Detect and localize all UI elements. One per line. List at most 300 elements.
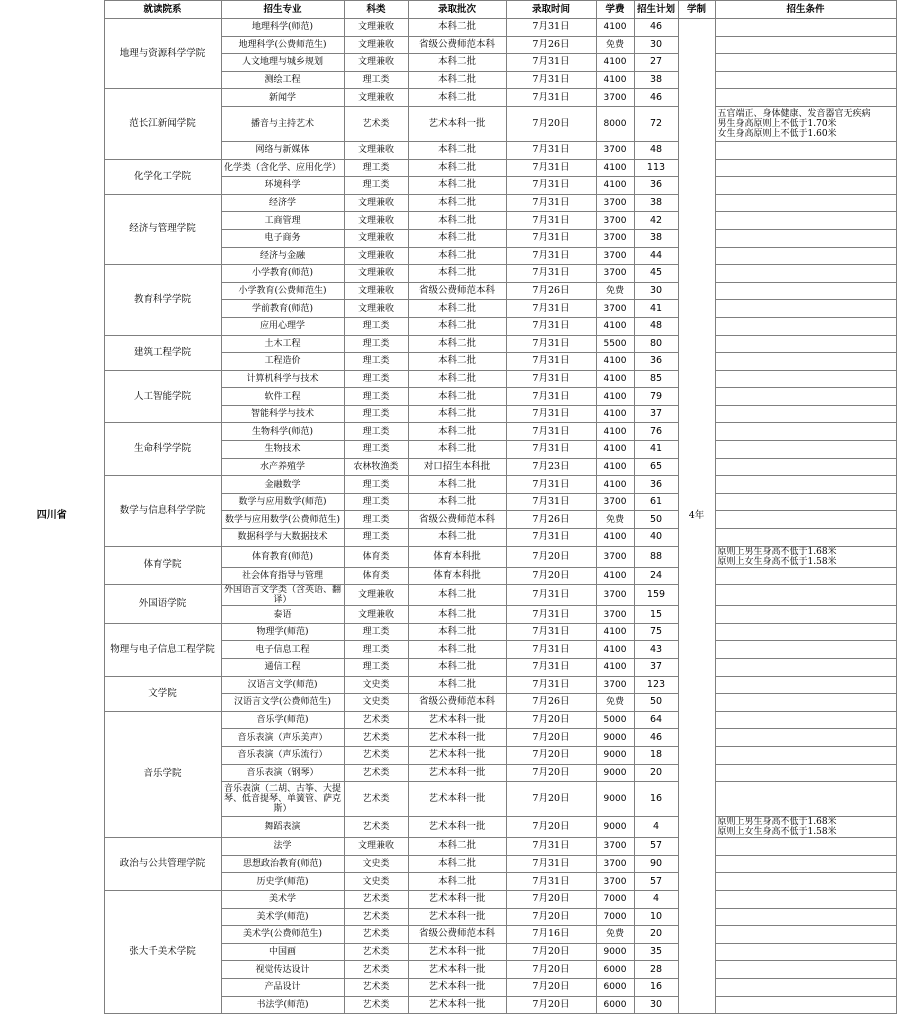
college-cell: 物理与电子信息工程学院 [104,623,221,676]
conditions-cell [715,177,896,195]
major-cell: 法学 [221,838,344,856]
batch-cell: 艺术本科一批 [408,764,506,782]
subject-cell: 理工类 [344,317,408,335]
college-cell: 数学与信息科学学院 [104,476,221,546]
date-cell: 7月31日 [506,441,596,459]
plan-cell: 123 [634,676,678,694]
conditions-cell [715,694,896,712]
plan-cell: 41 [634,300,678,318]
fee-cell: 3700 [596,855,634,873]
batch-cell: 本科二批 [408,229,506,247]
batch-cell: 艺术本科一批 [408,817,506,838]
table-row [0,838,896,856]
batch-cell: 本科二批 [408,659,506,677]
conditions-cell [715,388,896,406]
header-province [0,1,104,19]
conditions-cell [715,353,896,371]
plan-cell: 40 [634,529,678,547]
conditions-cell [715,423,896,441]
subject-cell: 文理兼收 [344,265,408,283]
batch-cell: 省级公费师范本科 [408,36,506,54]
conditions-cell [715,782,896,817]
date-cell: 7月31日 [506,606,596,624]
conditions-cell [715,317,896,335]
plan-cell: 37 [634,659,678,677]
batch-cell: 本科二批 [408,177,506,195]
plan-cell: 18 [634,746,678,764]
subject-cell: 文史类 [344,873,408,891]
major-cell: 产品设计 [221,978,344,996]
subject-cell: 艺术类 [344,746,408,764]
major-cell: 应用心理学 [221,317,344,335]
plan-cell: 38 [634,71,678,89]
plan-cell: 15 [634,606,678,624]
fee-cell: 3700 [596,265,634,283]
fee-cell: 3700 [596,194,634,212]
date-cell: 7月20日 [506,996,596,1014]
date-cell: 7月20日 [506,711,596,729]
fee-cell: 4100 [596,54,634,72]
college-cell: 政治与公共管理学院 [104,838,221,891]
plan-cell: 57 [634,873,678,891]
plan-cell: 90 [634,855,678,873]
subject-cell: 理工类 [344,370,408,388]
major-cell: 数学与应用数学(师范) [221,493,344,511]
batch-cell: 艺术本科一批 [408,711,506,729]
subject-cell: 理工类 [344,529,408,547]
subject-cell: 文理兼收 [344,838,408,856]
major-cell: 智能科学与技术 [221,405,344,423]
major-cell: 汉语言文学(师范) [221,676,344,694]
conditions-cell [715,746,896,764]
major-cell: 经济与金融 [221,247,344,265]
plan-cell: 4 [634,890,678,908]
batch-cell: 艺术本科一批 [408,729,506,747]
batch-cell: 省级公费师范本科 [408,926,506,944]
plan-cell: 85 [634,370,678,388]
plan-cell: 28 [634,961,678,979]
date-cell: 7月31日 [506,71,596,89]
batch-cell: 本科二批 [408,335,506,353]
batch-cell: 对口招生本科批 [408,458,506,476]
conditions-cell [715,476,896,494]
plan-cell: 20 [634,764,678,782]
plan-cell: 20 [634,926,678,944]
subject-cell: 文理兼收 [344,212,408,230]
date-cell: 7月26日 [506,282,596,300]
date-cell: 7月20日 [506,817,596,838]
subject-cell: 艺术类 [344,926,408,944]
subject-cell: 文理兼收 [344,36,408,54]
plan-cell: 38 [634,229,678,247]
subject-cell: 艺术类 [344,782,408,817]
plan-cell: 64 [634,711,678,729]
subject-cell: 理工类 [344,353,408,371]
date-cell: 7月20日 [506,106,596,141]
college-cell: 范长江新闻学院 [104,89,221,159]
major-cell: 网络与新媒体 [221,141,344,159]
plan-cell: 38 [634,194,678,212]
conditions-cell [715,370,896,388]
batch-cell: 艺术本科一批 [408,978,506,996]
plan-cell: 72 [634,106,678,141]
conditions-cell [715,961,896,979]
batch-cell: 艺术本科一批 [408,996,506,1014]
plan-cell: 30 [634,282,678,300]
fee-cell: 4100 [596,317,634,335]
conditions-cell [715,606,896,624]
batch-cell: 艺术本科一批 [408,890,506,908]
plan-cell: 46 [634,729,678,747]
major-cell: 地理科学(公费师范生) [221,36,344,54]
plan-cell: 48 [634,317,678,335]
plan-cell: 76 [634,423,678,441]
table-row [0,370,896,388]
table-row [0,890,896,908]
plan-cell: 16 [634,782,678,817]
conditions-cell [715,282,896,300]
major-cell: 工商管理 [221,212,344,230]
table-row [0,676,896,694]
major-cell: 视觉传达设计 [221,961,344,979]
fee-cell: 3700 [596,493,634,511]
conditions-cell [715,890,896,908]
conditions-cell [715,623,896,641]
subject-cell: 理工类 [344,659,408,677]
major-cell: 人文地理与城乡规划 [221,54,344,72]
subject-cell: 文理兼收 [344,54,408,72]
date-cell: 7月31日 [506,194,596,212]
header-date: 录取时间 [506,1,596,19]
batch-cell: 艺术本科一批 [408,106,506,141]
plan-cell: 16 [634,978,678,996]
fee-cell: 4100 [596,623,634,641]
fee-cell: 4100 [596,476,634,494]
subject-cell: 文理兼收 [344,194,408,212]
major-cell: 音乐学(师范) [221,711,344,729]
date-cell: 7月31日 [506,405,596,423]
date-cell: 7月31日 [506,229,596,247]
date-cell: 7月31日 [506,423,596,441]
table-row [0,423,896,441]
date-cell: 7月26日 [506,511,596,529]
date-cell: 7月31日 [506,353,596,371]
plan-cell: 36 [634,353,678,371]
conditions-cell [715,265,896,283]
date-cell: 7月20日 [506,943,596,961]
batch-cell: 本科二批 [408,265,506,283]
batch-cell: 本科二批 [408,606,506,624]
major-cell: 小学教育(师范) [221,265,344,283]
conditions-cell [715,54,896,72]
plan-cell: 36 [634,177,678,195]
batch-cell: 省级公费师范本科 [408,694,506,712]
plan-cell: 30 [634,996,678,1014]
date-cell: 7月31日 [506,19,596,37]
date-cell: 7月31日 [506,623,596,641]
fee-cell: 9000 [596,729,634,747]
date-cell: 7月20日 [506,746,596,764]
plan-cell: 159 [634,585,678,606]
plan-cell: 45 [634,265,678,283]
batch-cell: 本科二批 [408,141,506,159]
plan-cell: 10 [634,908,678,926]
major-cell: 舞蹈表演 [221,817,344,838]
conditions-cell [715,159,896,177]
batch-cell: 艺术本科一批 [408,943,506,961]
date-cell: 7月20日 [506,764,596,782]
fee-cell: 4100 [596,441,634,459]
subject-cell: 艺术类 [344,961,408,979]
plan-cell: 44 [634,247,678,265]
date-cell: 7月20日 [506,729,596,747]
conditions-cell [715,300,896,318]
fee-cell: 免费 [596,511,634,529]
conditions-cell [715,458,896,476]
date-cell: 7月23日 [506,458,596,476]
major-cell: 美术学 [221,890,344,908]
fee-cell: 9000 [596,817,634,838]
subject-cell: 艺术类 [344,978,408,996]
subject-cell: 文理兼收 [344,300,408,318]
plan-cell: 27 [634,54,678,72]
subject-cell: 理工类 [344,623,408,641]
conditions-cell [715,89,896,107]
fee-cell: 4100 [596,177,634,195]
subject-cell: 艺术类 [344,996,408,1014]
fee-cell: 3700 [596,212,634,230]
subject-cell: 文理兼收 [344,282,408,300]
major-cell: 音乐表演（声乐美声） [221,729,344,747]
conditions-cell [715,212,896,230]
college-cell: 人工智能学院 [104,370,221,423]
date-cell: 7月31日 [506,855,596,873]
major-cell: 数据科学与大数据技术 [221,529,344,547]
batch-cell: 本科二批 [408,89,506,107]
conditions-cell [715,855,896,873]
header-batch: 录取批次 [408,1,506,19]
date-cell: 7月31日 [506,659,596,677]
batch-cell: 本科二批 [408,71,506,89]
plan-cell: 35 [634,943,678,961]
batch-cell: 本科二批 [408,838,506,856]
major-cell: 电子商务 [221,229,344,247]
fee-cell: 4100 [596,529,634,547]
date-cell: 7月26日 [506,36,596,54]
major-cell: 新闻学 [221,89,344,107]
major-cell: 物理学(师范) [221,623,344,641]
batch-cell: 本科二批 [408,405,506,423]
header-conditions: 招生条件 [715,1,896,19]
batch-cell: 省级公费师范本科 [408,282,506,300]
conditions-cell [715,194,896,212]
subject-cell: 艺术类 [344,764,408,782]
fee-cell: 9000 [596,943,634,961]
batch-cell: 本科二批 [408,159,506,177]
subject-cell: 理工类 [344,388,408,406]
major-cell: 书法学(师范) [221,996,344,1014]
plan-cell: 50 [634,694,678,712]
fee-cell: 6000 [596,961,634,979]
batch-cell: 本科二批 [408,623,506,641]
major-cell: 测绘工程 [221,71,344,89]
major-cell: 音乐表演（声乐流行） [221,746,344,764]
date-cell: 7月31日 [506,54,596,72]
table-row [0,335,896,353]
college-cell: 教育科学学院 [104,265,221,335]
college-cell: 音乐学院 [104,711,221,837]
subject-cell: 艺术类 [344,943,408,961]
subject-cell: 艺术类 [344,729,408,747]
batch-cell: 本科二批 [408,212,506,230]
table-row [0,546,896,567]
batch-cell: 艺术本科一批 [408,908,506,926]
plan-cell: 37 [634,405,678,423]
subject-cell: 理工类 [344,476,408,494]
date-cell: 7月31日 [506,388,596,406]
header-subject: 科类 [344,1,408,19]
fee-cell: 3700 [596,141,634,159]
college-cell: 文学院 [104,676,221,711]
batch-cell: 艺术本科一批 [408,782,506,817]
fee-cell: 4100 [596,423,634,441]
date-cell: 7月20日 [506,782,596,817]
date-cell: 7月20日 [506,908,596,926]
plan-cell: 4 [634,817,678,838]
major-cell: 社会体育指导与管理 [221,567,344,585]
date-cell: 7月31日 [506,529,596,547]
conditions-cell [715,926,896,944]
fee-cell: 4100 [596,370,634,388]
subject-cell: 体育类 [344,567,408,585]
plan-cell: 75 [634,623,678,641]
conditions-cell [715,641,896,659]
fee-cell: 9000 [596,782,634,817]
date-cell: 7月20日 [506,546,596,567]
major-cell: 播音与主持艺术 [221,106,344,141]
plan-cell: 36 [634,476,678,494]
fee-cell: 3700 [596,546,634,567]
subject-cell: 艺术类 [344,890,408,908]
plan-cell: 80 [634,335,678,353]
date-cell: 7月31日 [506,676,596,694]
conditions-cell [715,493,896,511]
subject-cell: 艺术类 [344,711,408,729]
conditions-cell [715,676,896,694]
conditions-cell [715,873,896,891]
batch-cell: 艺术本科一批 [408,961,506,979]
subject-cell: 文理兼收 [344,606,408,624]
date-cell: 7月31日 [506,89,596,107]
table-row [0,19,896,37]
table-row [0,159,896,177]
conditions-cell [715,659,896,677]
date-cell: 7月31日 [506,141,596,159]
college-cell: 经济与管理学院 [104,194,221,264]
subject-cell: 农林牧渔类 [344,458,408,476]
subject-cell: 理工类 [344,511,408,529]
conditions-cell: 五官端正、身体健康、发音器官无疾病 男生身高原则上不低于1.70米 女生身高原则上不低于1.60米 [715,106,896,141]
conditions-cell: 原则上男生身高不低于1.68米 原则上女生身高不低于1.58米 [715,546,896,567]
major-cell: 计算机科学与技术 [221,370,344,388]
fee-cell: 3700 [596,300,634,318]
batch-cell: 体育本科批 [408,567,506,585]
plan-cell: 24 [634,567,678,585]
major-cell: 中国画 [221,943,344,961]
major-cell: 历史学(师范) [221,873,344,891]
major-cell: 音乐表演（钢琴） [221,764,344,782]
batch-cell: 本科二批 [408,54,506,72]
major-cell: 软件工程 [221,388,344,406]
batch-cell: 艺术本科一批 [408,746,506,764]
conditions-cell [715,19,896,37]
date-cell: 7月20日 [506,961,596,979]
conditions-cell [715,229,896,247]
header-row [0,1,896,19]
subject-cell: 艺术类 [344,106,408,141]
date-cell: 7月31日 [506,247,596,265]
major-cell: 小学教育(公费师范生) [221,282,344,300]
batch-cell: 本科二批 [408,493,506,511]
date-cell: 7月20日 [506,567,596,585]
date-cell: 7月31日 [506,838,596,856]
date-cell: 7月31日 [506,300,596,318]
date-cell: 7月31日 [506,641,596,659]
conditions-cell [715,838,896,856]
header-fee: 学费 [596,1,634,19]
date-cell: 7月31日 [506,335,596,353]
fee-cell: 3700 [596,585,634,606]
major-cell: 泰语 [221,606,344,624]
province-cell: 四川省 [0,19,104,1014]
conditions-cell [715,71,896,89]
subject-cell: 理工类 [344,71,408,89]
major-cell: 数学与应用数学(公费师范生) [221,511,344,529]
major-cell: 美术学(公费师范生) [221,926,344,944]
conditions-cell [715,908,896,926]
major-cell: 外国语言文学类（含英语、翻译） [221,585,344,606]
major-cell: 地理科学(师范) [221,19,344,37]
fee-cell: 9000 [596,746,634,764]
date-cell: 7月31日 [506,370,596,388]
date-cell: 7月16日 [506,926,596,944]
subject-cell: 文理兼收 [344,585,408,606]
batch-cell: 本科二批 [408,353,506,371]
table-row [0,585,896,606]
date-cell: 7月20日 [506,890,596,908]
fee-cell: 4100 [596,19,634,37]
plan-cell: 42 [634,212,678,230]
major-cell: 土木工程 [221,335,344,353]
major-cell: 体育教育(师范) [221,546,344,567]
fee-cell: 4100 [596,388,634,406]
major-cell: 化学类（含化学、应用化学） [221,159,344,177]
fee-cell: 3700 [596,89,634,107]
major-cell: 环境科学 [221,177,344,195]
conditions-cell [715,141,896,159]
conditions-cell [715,764,896,782]
conditions-cell [715,978,896,996]
date-cell: 7月31日 [506,476,596,494]
subject-cell: 文理兼收 [344,229,408,247]
major-cell: 生物技术 [221,441,344,459]
college-cell: 体育学院 [104,546,221,585]
conditions-cell [715,585,896,606]
table-row [0,89,896,107]
batch-cell: 本科二批 [408,317,506,335]
header-college: 就读院系 [104,1,221,19]
major-cell: 金融数学 [221,476,344,494]
